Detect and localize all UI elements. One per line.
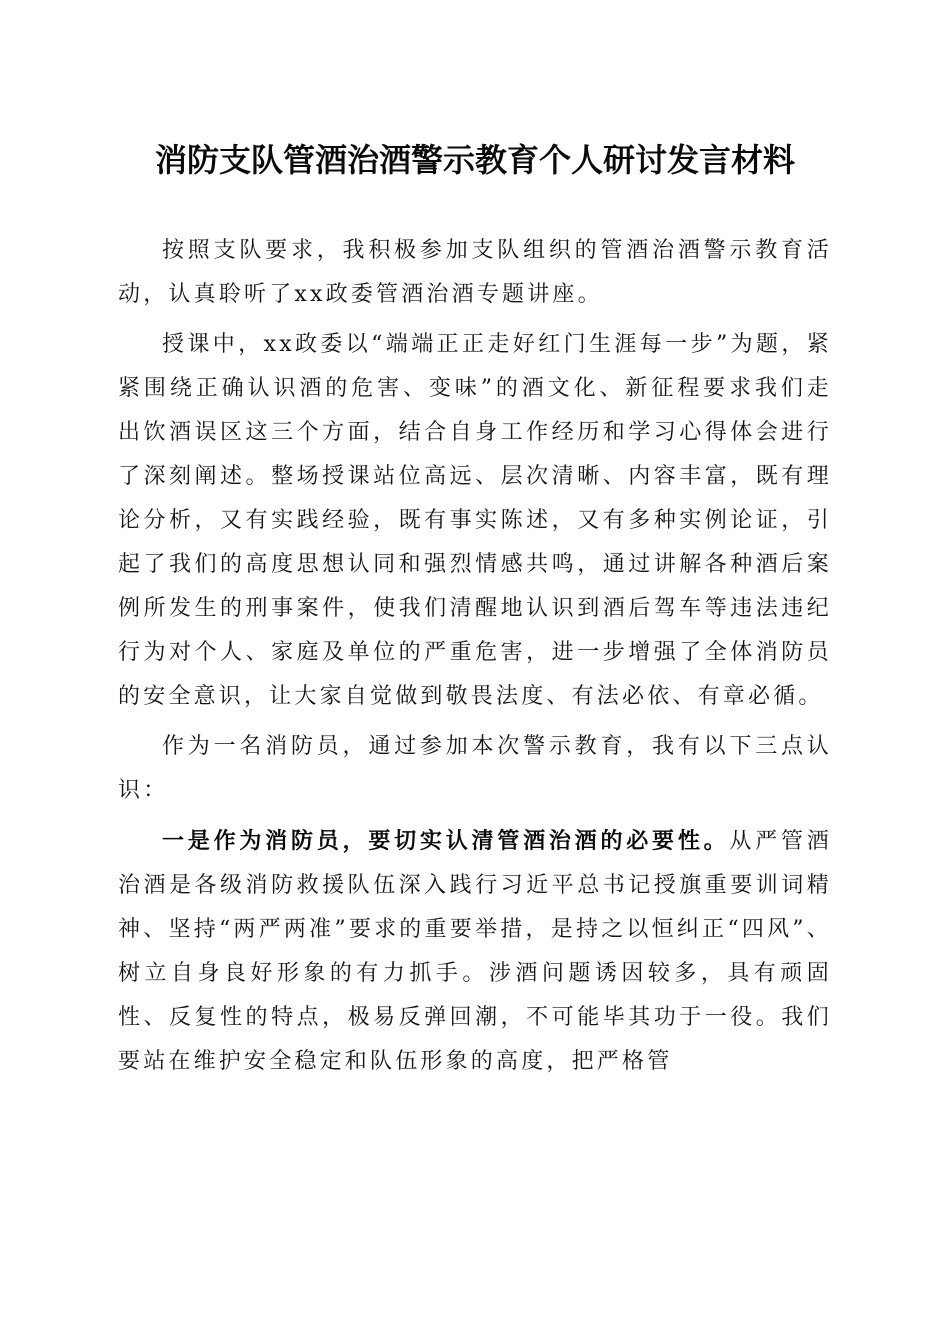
paragraph-text: 授课中，xx政委以“端端正正走好红门生涯每一步”为题，紧紧围绕正确认识酒的危害、变味”的酒文化、新征程要求我们走出饮酒误区这三个方面，结合自身工作经历和学习心得体会进行了深刻阐述。整场授课站位高远、层次清晰、内容丰富，既有理论分析，又有实践经验，既有事实陈述，又有多种实例论证，引起了我们的高度思想认同和强烈情感共鸣，通过讲解各种酒后案例所发生的刑事案件，使我们清醒地认识到酒后驾车等违法违纪行为对个人、家庭及单位的严重危害，进一步增强了全体消防员的安全意识，让大家自觉做到敬畏法度、有法必依、有章必循。 [118,332,832,709]
paragraph-text: 按照支队要求，我积极参加支队组织的管酒治酒警示教育活动，认真聆听了xx政委管酒治酒专题讲座。 [118,238,832,307]
paragraph-three-points-intro [118,725,832,813]
document-body [118,229,832,1090]
paragraph-lecture-summary [118,323,832,719]
paragraph-intro [118,229,832,317]
paragraph-text: 从严管酒治酒是各级消防救援队伍深入践行习近平总书记授旗重要训词精神、坚持“两严两准”要求的重要举措，是持之以恒纠正“四风”、树立自身良好形象的有力抓手。涉酒问题诱因较多，具有顽固性、反复性的特点，极易反弹回潮，不可能毕其功于一役。我们要站在维护安全稳定和队伍形象的高度，把严格管 [118,829,832,1074]
paragraph-point-one [118,819,832,1084]
document-title: 消防支队管酒治酒警示教育个人研讨发言材料 [154,141,795,179]
paragraph-text: 作为一名消防员，通过参加本次警示教育，我有以下三点认识： [118,734,832,803]
paragraph-lead-sentence: 一是作为消防员，要切实认清管酒治酒的必要性。 [162,828,730,854]
